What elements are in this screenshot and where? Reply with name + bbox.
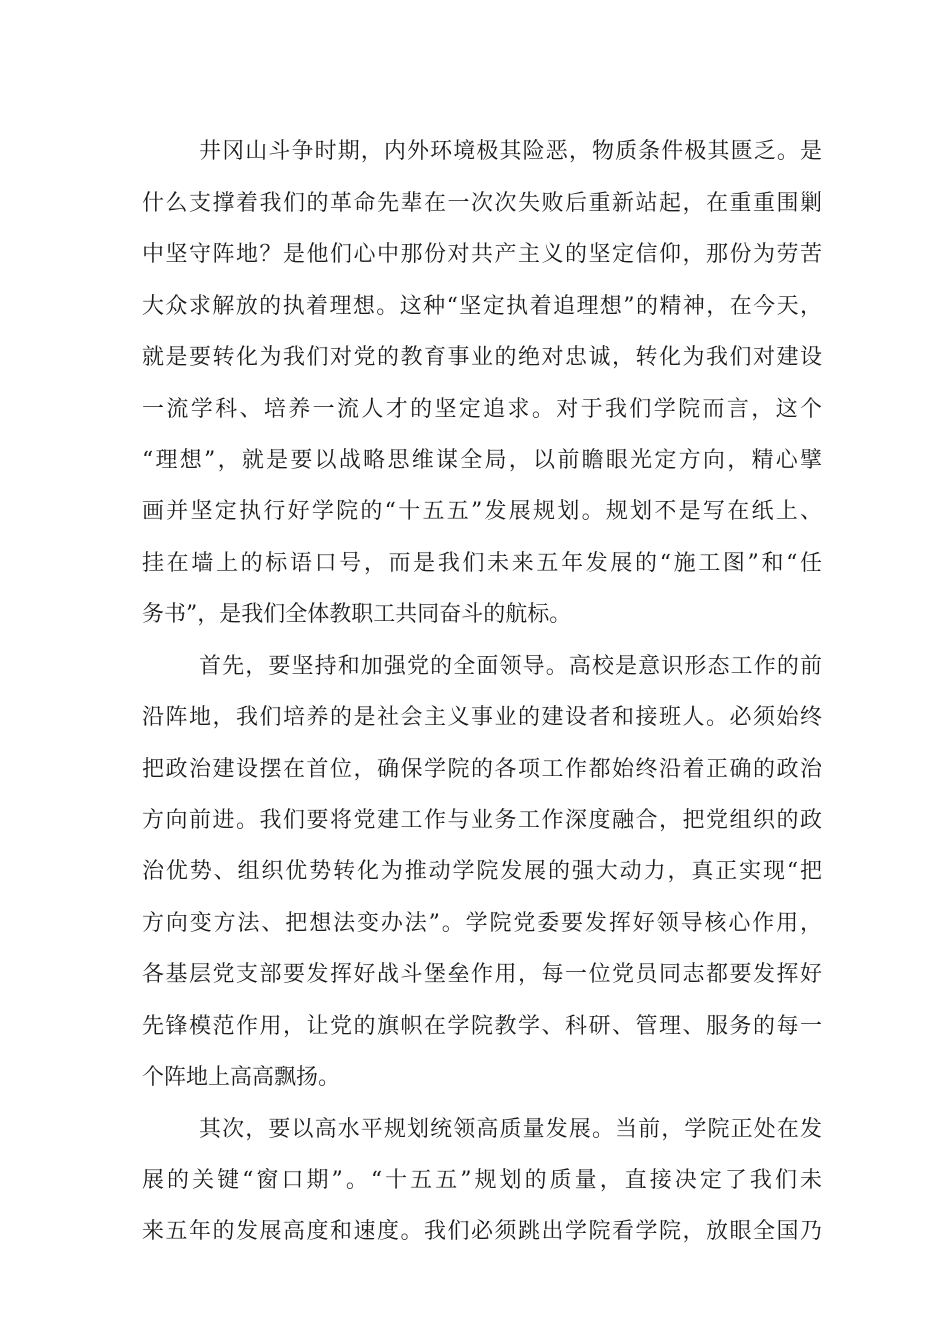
text-line: 其次，要以高水平规划统领高质量发展。当前，学院正处在发 — [199, 1117, 822, 1142]
text-line: 大众求解放的执着理想。这种“坚定执着追理想”的精神，在今天， — [142, 294, 822, 319]
text-line: 画并坚定执行好学院的“十五五”发展规划。规划不是写在纸上、 — [142, 499, 822, 524]
text-line: 方向变方法、把想法变办法”。学院党委要发挥好领导核心作用， — [142, 911, 822, 936]
text-line: 就是要转化为我们对党的教育事业的绝对忠诚，转化为我们对建设 — [142, 345, 822, 370]
text-line: 来五年的发展高度和速度。我们必须跳出学院看学院，放眼全国乃 — [142, 1219, 822, 1244]
text-line: 各基层党支部要发挥好战斗堡垒作用，每一位党员同志都要发挥好 — [142, 962, 822, 987]
text-line: 井冈山斗争时期，内外环境极其险恶，物质条件极其匮乏。是 — [199, 139, 822, 164]
text-line: 个阵地上高高飘扬。 — [142, 1065, 341, 1090]
text-line: 首先，要坚持和加强党的全面领导。高校是意识形态工作的前 — [199, 654, 822, 679]
text-line: 挂在墙上的标语口号，而是我们未来五年发展的“施工图”和“任 — [142, 551, 822, 576]
text-line: 中坚守阵地？是他们心中那份对共产主义的坚定信仰，那份为劳苦 — [142, 242, 822, 267]
text-line: 一流学科、培养一流人才的坚定追求。对于我们学院而言，这个 — [142, 397, 822, 422]
text-line: 先锋模范作用，让党的旗帜在学院教学、科研、管理、服务的每一 — [142, 1014, 822, 1039]
text-line: 治优势、组织优势转化为推动学院发展的强大动力，真正实现“把 — [142, 859, 822, 884]
text-line: 什么支撑着我们的革命先辈在一次次失败后重新站起，在重重围剿 — [142, 191, 822, 216]
text-line: 沿阵地，我们培养的是社会主义事业的建设者和接班人。必须始终 — [142, 705, 822, 730]
text-line: 务书”，是我们全体教职工共同奋斗的航标。 — [142, 602, 572, 627]
text-line: 方向前进。我们要将党建工作与业务工作深度融合，把党组织的政 — [142, 808, 822, 833]
text-line: 把政治建设摆在首位，确保学院的各项工作都始终沿着正确的政治 — [142, 757, 822, 782]
text-line: 展的关键“窗口期”。“十五五”规划的质量，直接决定了我们未 — [142, 1168, 822, 1193]
text-line: “理想”，就是要以战略思维谋全局，以前瞻眼光定方向，精心擘 — [142, 448, 822, 473]
